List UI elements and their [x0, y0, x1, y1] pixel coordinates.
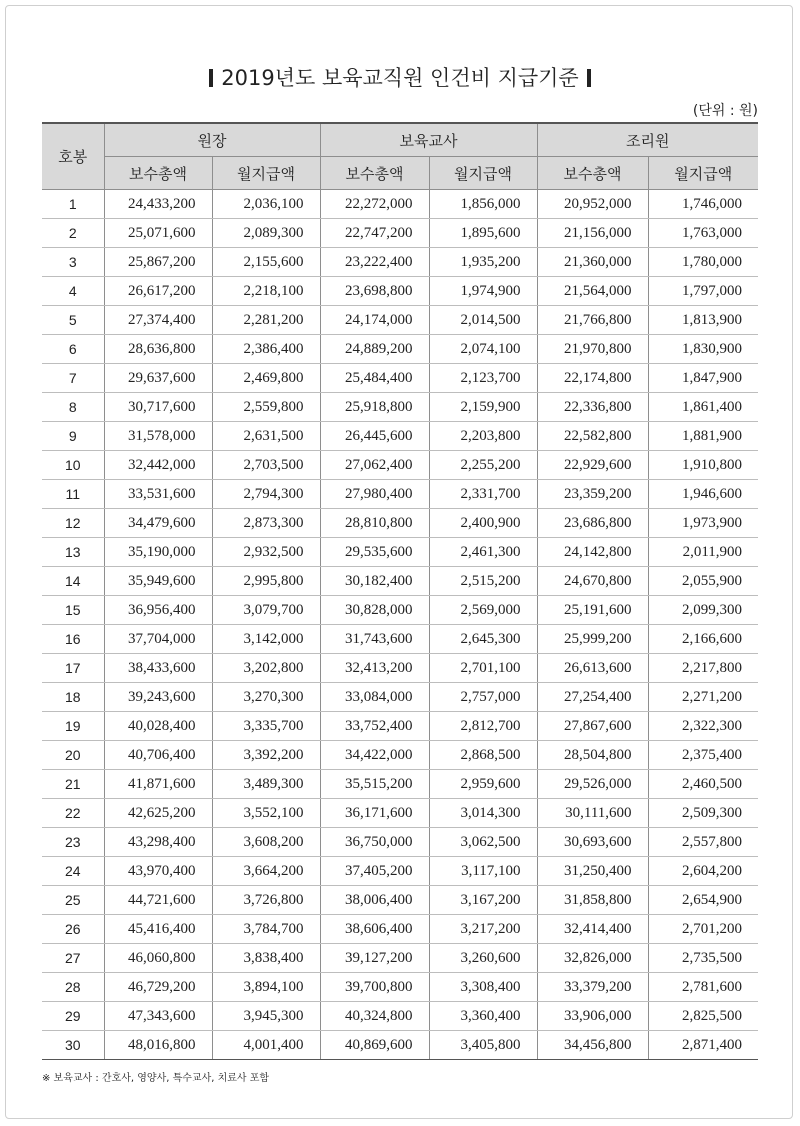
table-row	[42, 1002, 758, 1031]
header-total-pay: 보수총액	[537, 157, 648, 190]
teacher-total-cell: 33,752,400	[320, 712, 429, 741]
teacher-monthly-cell: 2,515,200	[429, 567, 537, 596]
cook-monthly-cell: 1,780,000	[648, 248, 758, 277]
director-total-cell: 47,343,600	[104, 1002, 212, 1031]
teacher-total-cell: 34,422,000	[320, 741, 429, 770]
hobong-cell: 23	[42, 828, 104, 857]
cook-total-cell: 24,142,800	[537, 538, 648, 567]
hobong-cell: 17	[42, 654, 104, 683]
hobong-cell: 27	[42, 944, 104, 973]
teacher-total-cell: 29,535,600	[320, 538, 429, 567]
director-monthly-cell: 2,631,500	[212, 422, 320, 451]
teacher-monthly-cell: 2,645,300	[429, 625, 537, 654]
teacher-monthly-cell: 1,935,200	[429, 248, 537, 277]
cook-monthly-cell: 2,701,200	[648, 915, 758, 944]
teacher-total-cell: 40,324,800	[320, 1002, 429, 1031]
teacher-total-cell: 28,810,800	[320, 509, 429, 538]
cook-total-cell: 21,156,000	[537, 219, 648, 248]
teacher-monthly-cell: 2,014,500	[429, 306, 537, 335]
cook-monthly-cell: 2,011,900	[648, 538, 758, 567]
teacher-total-cell: 22,747,200	[320, 219, 429, 248]
teacher-monthly-cell: 2,203,800	[429, 422, 537, 451]
teacher-total-cell: 35,515,200	[320, 770, 429, 799]
director-monthly-cell: 2,036,100	[212, 190, 320, 219]
director-monthly-cell: 3,552,100	[212, 799, 320, 828]
director-monthly-cell: 2,218,100	[212, 277, 320, 306]
teacher-monthly-cell: 3,217,200	[429, 915, 537, 944]
hobong-cell: 13	[42, 538, 104, 567]
hobong-cell: 26	[42, 915, 104, 944]
director-total-cell: 43,970,400	[104, 857, 212, 886]
teacher-monthly-cell: 1,974,900	[429, 277, 537, 306]
cook-total-cell: 22,336,800	[537, 393, 648, 422]
hobong-cell: 6	[42, 335, 104, 364]
teacher-monthly-cell: 1,895,600	[429, 219, 537, 248]
table-row	[42, 422, 758, 451]
hobong-cell: 29	[42, 1002, 104, 1031]
teacher-total-cell: 39,700,800	[320, 973, 429, 1002]
header-group-teacher: 보육교사	[320, 123, 537, 157]
teacher-monthly-cell: 3,014,300	[429, 799, 537, 828]
cook-monthly-cell: 1,946,600	[648, 480, 758, 509]
teacher-total-cell: 24,174,000	[320, 306, 429, 335]
table-row	[42, 828, 758, 857]
cook-total-cell: 33,379,200	[537, 973, 648, 1002]
hobong-cell: 9	[42, 422, 104, 451]
director-monthly-cell: 3,838,400	[212, 944, 320, 973]
cook-monthly-cell: 1,797,000	[648, 277, 758, 306]
cook-monthly-cell: 2,604,200	[648, 857, 758, 886]
teacher-monthly-cell: 3,260,600	[429, 944, 537, 973]
director-monthly-cell: 3,726,800	[212, 886, 320, 915]
header-monthly-pay: 월지급액	[212, 157, 320, 190]
director-monthly-cell: 2,559,800	[212, 393, 320, 422]
table-row	[42, 596, 758, 625]
hobong-cell: 16	[42, 625, 104, 654]
cook-total-cell: 23,359,200	[537, 480, 648, 509]
hobong-cell: 19	[42, 712, 104, 741]
director-total-cell: 42,625,200	[104, 799, 212, 828]
cook-total-cell: 21,360,000	[537, 248, 648, 277]
cook-total-cell: 22,929,600	[537, 451, 648, 480]
cook-monthly-cell: 2,509,300	[648, 799, 758, 828]
table-row	[42, 770, 758, 799]
hobong-cell: 14	[42, 567, 104, 596]
director-total-cell: 34,479,600	[104, 509, 212, 538]
cook-total-cell: 32,414,400	[537, 915, 648, 944]
teacher-monthly-cell: 3,117,100	[429, 857, 537, 886]
hobong-cell: 1	[42, 190, 104, 219]
cook-total-cell: 27,867,600	[537, 712, 648, 741]
director-total-cell: 45,416,400	[104, 915, 212, 944]
director-total-cell: 41,871,600	[104, 770, 212, 799]
teacher-total-cell: 30,828,000	[320, 596, 429, 625]
table-row	[42, 335, 758, 364]
director-total-cell: 33,531,600	[104, 480, 212, 509]
cook-monthly-cell: 2,217,800	[648, 654, 758, 683]
table-row	[42, 944, 758, 973]
teacher-total-cell: 24,889,200	[320, 335, 429, 364]
director-monthly-cell: 2,281,200	[212, 306, 320, 335]
cook-monthly-cell: 2,557,800	[648, 828, 758, 857]
cook-monthly-cell: 2,271,200	[648, 683, 758, 712]
page-title	[0, 62, 800, 92]
teacher-total-cell: 31,743,600	[320, 625, 429, 654]
director-monthly-cell: 2,469,800	[212, 364, 320, 393]
cook-monthly-cell: 1,763,000	[648, 219, 758, 248]
director-total-cell: 39,243,600	[104, 683, 212, 712]
header-monthly-pay: 월지급액	[429, 157, 537, 190]
teacher-total-cell: 32,413,200	[320, 654, 429, 683]
teacher-total-cell: 27,980,400	[320, 480, 429, 509]
director-monthly-cell: 3,894,100	[212, 973, 320, 1002]
table-body	[42, 190, 758, 1060]
director-monthly-cell: 2,873,300	[212, 509, 320, 538]
teacher-total-cell: 36,750,000	[320, 828, 429, 857]
cook-total-cell: 31,858,800	[537, 886, 648, 915]
cook-monthly-cell: 1,973,900	[648, 509, 758, 538]
table-row	[42, 277, 758, 306]
hobong-cell: 25	[42, 886, 104, 915]
hobong-cell: 30	[42, 1031, 104, 1060]
table-row	[42, 567, 758, 596]
table-row	[42, 915, 758, 944]
cook-monthly-cell: 2,825,500	[648, 1002, 758, 1031]
teacher-monthly-cell: 3,360,400	[429, 1002, 537, 1031]
director-monthly-cell: 3,664,200	[212, 857, 320, 886]
cook-total-cell: 21,970,800	[537, 335, 648, 364]
director-total-cell: 40,028,400	[104, 712, 212, 741]
cook-monthly-cell: 1,813,900	[648, 306, 758, 335]
director-total-cell: 44,721,600	[104, 886, 212, 915]
table-row	[42, 857, 758, 886]
table-row	[42, 480, 758, 509]
cook-total-cell: 29,526,000	[537, 770, 648, 799]
hobong-cell: 24	[42, 857, 104, 886]
table-row	[42, 306, 758, 335]
table-row	[42, 625, 758, 654]
table-row	[42, 451, 758, 480]
teacher-total-cell: 38,006,400	[320, 886, 429, 915]
hobong-cell: 5	[42, 306, 104, 335]
director-monthly-cell: 3,079,700	[212, 596, 320, 625]
cook-total-cell: 32,826,000	[537, 944, 648, 973]
table-header	[42, 123, 758, 190]
teacher-total-cell: 33,084,000	[320, 683, 429, 712]
hobong-cell: 20	[42, 741, 104, 770]
title-bar-left	[209, 69, 213, 87]
director-total-cell: 46,729,200	[104, 973, 212, 1002]
teacher-total-cell: 38,606,400	[320, 915, 429, 944]
cook-monthly-cell: 2,055,900	[648, 567, 758, 596]
hobong-cell: 8	[42, 393, 104, 422]
director-monthly-cell: 3,608,200	[212, 828, 320, 857]
table-row	[42, 1031, 758, 1060]
teacher-total-cell: 23,698,800	[320, 277, 429, 306]
teacher-total-cell: 23,222,400	[320, 248, 429, 277]
teacher-monthly-cell: 2,159,900	[429, 393, 537, 422]
teacher-total-cell: 25,484,400	[320, 364, 429, 393]
hobong-cell: 10	[42, 451, 104, 480]
director-total-cell: 38,433,600	[104, 654, 212, 683]
cook-total-cell: 22,174,800	[537, 364, 648, 393]
teacher-monthly-cell: 2,461,300	[429, 538, 537, 567]
cook-monthly-cell: 1,861,400	[648, 393, 758, 422]
table-row	[42, 509, 758, 538]
director-total-cell: 26,617,200	[104, 277, 212, 306]
cook-total-cell: 31,250,400	[537, 857, 648, 886]
table-row	[42, 538, 758, 567]
director-monthly-cell: 3,392,200	[212, 741, 320, 770]
director-total-cell: 46,060,800	[104, 944, 212, 973]
cook-total-cell: 34,456,800	[537, 1031, 648, 1060]
hobong-cell: 28	[42, 973, 104, 1002]
table-row	[42, 886, 758, 915]
hobong-cell: 15	[42, 596, 104, 625]
table-row	[42, 741, 758, 770]
director-monthly-cell: 2,386,400	[212, 335, 320, 364]
teacher-monthly-cell: 1,856,000	[429, 190, 537, 219]
director-total-cell: 25,071,600	[104, 219, 212, 248]
teacher-monthly-cell: 2,812,700	[429, 712, 537, 741]
teacher-total-cell: 25,918,800	[320, 393, 429, 422]
director-total-cell: 36,956,400	[104, 596, 212, 625]
cook-total-cell: 25,999,200	[537, 625, 648, 654]
teacher-total-cell: 39,127,200	[320, 944, 429, 973]
unit-label: (단위 : 원)	[692, 103, 758, 119]
director-total-cell: 40,706,400	[104, 741, 212, 770]
hobong-cell: 22	[42, 799, 104, 828]
director-total-cell: 24,433,200	[104, 190, 212, 219]
director-monthly-cell: 3,784,700	[212, 915, 320, 944]
director-monthly-cell: 3,142,000	[212, 625, 320, 654]
table-row	[42, 683, 758, 712]
cook-monthly-cell: 2,375,400	[648, 741, 758, 770]
cook-total-cell: 20,952,000	[537, 190, 648, 219]
teacher-monthly-cell: 2,331,700	[429, 480, 537, 509]
cook-total-cell: 21,564,000	[537, 277, 648, 306]
cook-total-cell: 30,693,600	[537, 828, 648, 857]
director-total-cell: 29,637,600	[104, 364, 212, 393]
teacher-total-cell: 30,182,400	[320, 567, 429, 596]
cook-monthly-cell: 1,746,000	[648, 190, 758, 219]
director-total-cell: 25,867,200	[104, 248, 212, 277]
teacher-monthly-cell: 2,757,000	[429, 683, 537, 712]
header-group-director: 원장	[104, 123, 320, 157]
teacher-total-cell: 36,171,600	[320, 799, 429, 828]
director-total-cell: 28,636,800	[104, 335, 212, 364]
teacher-total-cell: 40,869,600	[320, 1031, 429, 1060]
cook-total-cell: 27,254,400	[537, 683, 648, 712]
teacher-monthly-cell: 2,569,000	[429, 596, 537, 625]
director-monthly-cell: 3,945,300	[212, 1002, 320, 1031]
director-monthly-cell: 2,089,300	[212, 219, 320, 248]
cook-monthly-cell: 1,910,800	[648, 451, 758, 480]
teacher-total-cell: 26,445,600	[320, 422, 429, 451]
hobong-cell: 3	[42, 248, 104, 277]
hobong-cell: 2	[42, 219, 104, 248]
cook-monthly-cell: 2,654,900	[648, 886, 758, 915]
table-row	[42, 364, 758, 393]
cook-monthly-cell: 2,099,300	[648, 596, 758, 625]
cook-monthly-cell: 2,166,600	[648, 625, 758, 654]
teacher-monthly-cell: 3,167,200	[429, 886, 537, 915]
teacher-monthly-cell: 3,062,500	[429, 828, 537, 857]
director-monthly-cell: 3,270,300	[212, 683, 320, 712]
cook-total-cell: 23,686,800	[537, 509, 648, 538]
header-total-pay: 보수총액	[320, 157, 429, 190]
header-group-cook: 조리원	[537, 123, 758, 157]
teacher-monthly-cell: 2,868,500	[429, 741, 537, 770]
cook-total-cell: 26,613,600	[537, 654, 648, 683]
hobong-cell: 21	[42, 770, 104, 799]
table-row	[42, 393, 758, 422]
director-total-cell: 27,374,400	[104, 306, 212, 335]
teacher-monthly-cell: 2,959,600	[429, 770, 537, 799]
teacher-total-cell: 37,405,200	[320, 857, 429, 886]
teacher-monthly-cell: 2,701,100	[429, 654, 537, 683]
director-monthly-cell: 2,703,500	[212, 451, 320, 480]
table-row	[42, 654, 758, 683]
hobong-cell: 11	[42, 480, 104, 509]
teacher-monthly-cell: 2,400,900	[429, 509, 537, 538]
teacher-monthly-cell: 2,255,200	[429, 451, 537, 480]
director-total-cell: 35,190,000	[104, 538, 212, 567]
hobong-cell: 12	[42, 509, 104, 538]
teacher-monthly-cell: 2,123,700	[429, 364, 537, 393]
cook-monthly-cell: 2,735,500	[648, 944, 758, 973]
cook-monthly-cell: 2,781,600	[648, 973, 758, 1002]
director-monthly-cell: 2,995,800	[212, 567, 320, 596]
director-total-cell: 37,704,000	[104, 625, 212, 654]
title-text: 2019년도 보육교직원 인건비 지급기준	[221, 66, 579, 90]
header-hobong: 호봉	[42, 123, 104, 190]
cook-total-cell: 28,504,800	[537, 741, 648, 770]
director-monthly-cell: 4,001,400	[212, 1031, 320, 1060]
header-total-pay: 보수총액	[104, 157, 212, 190]
cook-monthly-cell: 2,460,500	[648, 770, 758, 799]
cook-total-cell: 24,670,800	[537, 567, 648, 596]
director-monthly-cell: 3,335,700	[212, 712, 320, 741]
cook-monthly-cell: 2,322,300	[648, 712, 758, 741]
director-monthly-cell: 3,202,800	[212, 654, 320, 683]
cook-total-cell: 33,906,000	[537, 1002, 648, 1031]
cook-monthly-cell: 1,881,900	[648, 422, 758, 451]
cook-total-cell: 25,191,600	[537, 596, 648, 625]
cook-monthly-cell: 2,871,400	[648, 1031, 758, 1060]
director-total-cell: 30,717,600	[104, 393, 212, 422]
director-total-cell: 32,442,000	[104, 451, 212, 480]
hobong-cell: 7	[42, 364, 104, 393]
cook-total-cell: 21,766,800	[537, 306, 648, 335]
teacher-total-cell: 27,062,400	[320, 451, 429, 480]
teacher-total-cell: 22,272,000	[320, 190, 429, 219]
cook-total-cell: 30,111,600	[537, 799, 648, 828]
director-monthly-cell: 2,155,600	[212, 248, 320, 277]
director-monthly-cell: 3,489,300	[212, 770, 320, 799]
director-total-cell: 48,016,800	[104, 1031, 212, 1060]
cook-monthly-cell: 1,847,900	[648, 364, 758, 393]
table-row	[42, 248, 758, 277]
director-monthly-cell: 2,932,500	[212, 538, 320, 567]
table-row	[42, 219, 758, 248]
cook-monthly-cell: 1,830,900	[648, 335, 758, 364]
cook-total-cell: 22,582,800	[537, 422, 648, 451]
director-total-cell: 35,949,600	[104, 567, 212, 596]
footnote: ※ 보육교사 : 간호사, 영양사, 특수교사, 치료사 포함	[42, 1073, 270, 1084]
hobong-cell: 4	[42, 277, 104, 306]
director-total-cell: 43,298,400	[104, 828, 212, 857]
title-bar-right	[587, 69, 591, 87]
header-monthly-pay: 월지급액	[648, 157, 758, 190]
table-row	[42, 190, 758, 219]
table-row	[42, 799, 758, 828]
teacher-monthly-cell: 3,405,800	[429, 1031, 537, 1060]
salary-table	[42, 122, 758, 1060]
teacher-monthly-cell: 3,308,400	[429, 973, 537, 1002]
director-total-cell: 31,578,000	[104, 422, 212, 451]
hobong-cell: 18	[42, 683, 104, 712]
teacher-monthly-cell: 2,074,100	[429, 335, 537, 364]
director-monthly-cell: 2,794,300	[212, 480, 320, 509]
table-row	[42, 712, 758, 741]
table-row	[42, 973, 758, 1002]
